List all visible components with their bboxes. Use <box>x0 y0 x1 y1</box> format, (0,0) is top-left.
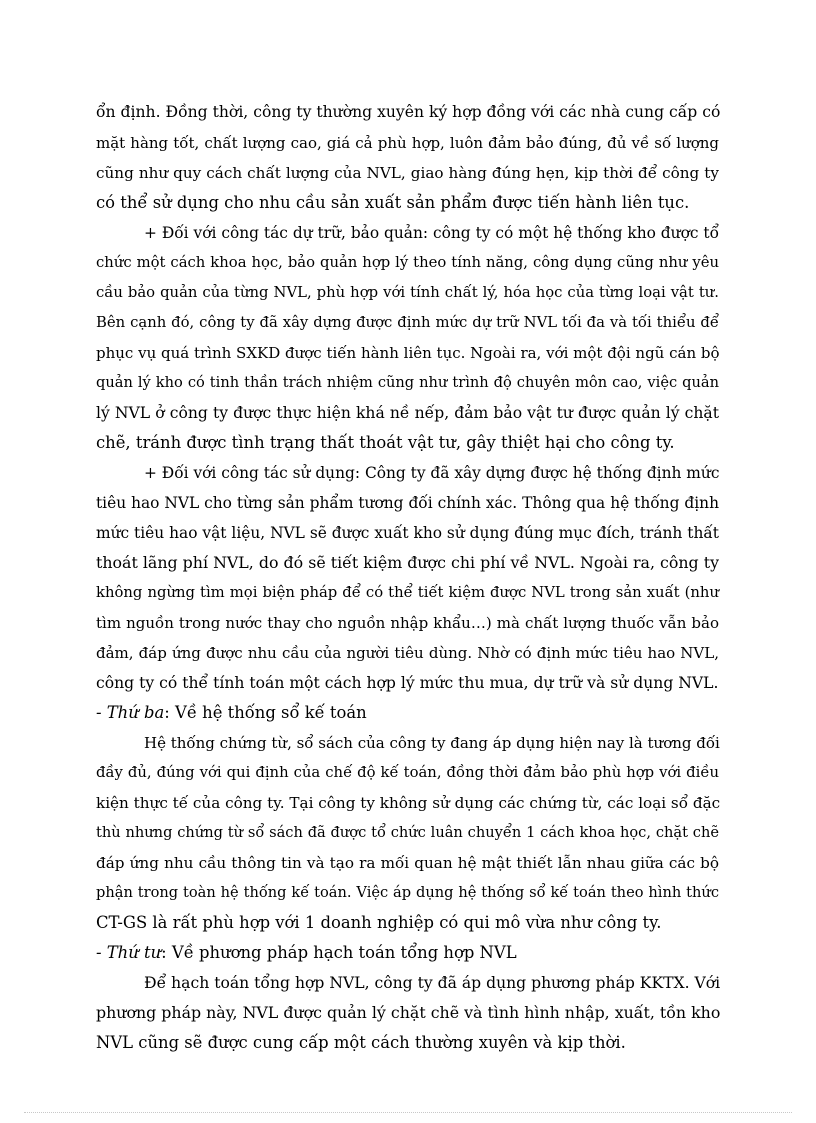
heading-text: : Về phương pháp hạch toán tổng hợp NVL <box>161 943 517 962</box>
heading-label: - Thứ tư <box>96 943 162 962</box>
text-line: đáp ứng nhu cầu thông tin và tạo ra mối quan hệ mật thiết lẫn nhau giữa các bộ <box>96 854 719 872</box>
text-line: + Đối với công tác dự trữ, bảo quản: công ty có một hệ thống kho được tổ <box>144 224 719 242</box>
heading-label: - Thứ ba <box>96 703 165 722</box>
text-line: thoát lãng phí NVL, do đó sẽ tiết kiệm được chi phí về NVL. Ngoài ra, công ty <box>96 553 719 572</box>
text-line: cầu bảo quản của từng NVL, phù hợp với tính chất lý, hóa học của từng loại vật tư. <box>96 284 719 301</box>
text-line: phương pháp này, NVL được quản lý chặt chẽ và tình hình nhập, xuất, tồn kho <box>96 1003 721 1022</box>
text-line: + Đối với công tác sử dụng: Công ty đã xây dựng được hệ thống định mức <box>144 464 720 482</box>
text-line: NVL cũng sẽ được cung cấp một cách thường xuyên và kịp thời. <box>96 1033 626 1052</box>
text-line: kiện thực tế của công ty. Tại công ty không sử dụng các chứng từ, các loại sổ đặc <box>96 794 721 812</box>
text-line: tìm nguồn trong nước thay cho nguồn nhập khẩu…) mà chất lượng thuốc vẫn bảo <box>96 614 719 632</box>
page-bottom-divider <box>24 1112 792 1113</box>
text-line: lý NVL ở công ty được thực hiện khá nề nếp, đảm bảo vật tư được quản lý chặt <box>96 404 719 422</box>
text-line: tiêu hao NVL cho từng sản phẩm tương đối chính xác. Thông qua hệ thống định <box>96 494 719 512</box>
text-line: Để hạch toán tổng hợp NVL, công ty đã áp dụng phương pháp KKTX. Với <box>144 974 721 992</box>
text-line: CT-GS là rất phù hợp với 1 doanh nghiệp có qui mô vừa như công ty. <box>96 913 662 932</box>
text-line: cũng như quy cách chất lượng của NVL, giao hàng đúng hẹn, kịp thời để công ty <box>96 164 719 182</box>
text-line: công ty có thể tính toán một cách hợp lý mức thu mua, dự trữ và sử dụng NVL. <box>96 674 719 692</box>
text-line: mặt hàng tốt, chất lượng cao, giá cả phù hợp, luôn đảm bảo đúng, đủ về số lượng <box>96 134 719 152</box>
text-line: Bên cạnh đó, công ty đã xây dựng được định mức dự trữ NVL tối đa và tối thiểu để <box>96 314 719 331</box>
text-line: chẽ, tránh được tình trạng thất thoát vật tư, gây thiệt hại cho công ty. <box>96 433 675 452</box>
text-line: Hệ thống chứng từ, sổ sách của công ty đang áp dụng hiện nay là tương đối <box>144 734 720 752</box>
text-line: đảm, đáp ứng được nhu cầu của người tiêu dùng. Nhờ có định mức tiêu hao NVL, <box>96 644 719 662</box>
text-line: mức tiêu hao vật liệu, NVL sẽ được xuất kho sử dụng đúng mục đích, tránh thất <box>96 524 719 542</box>
section-heading-fourth <box>96 938 719 968</box>
text-line: thù nhưng chứng từ sổ sách đã được tổ chức luân chuyển 1 cách khoa học, chặt chẽ <box>96 824 719 841</box>
text-line: phục vụ quá trình SXKD được tiến hành liên tục. Ngoài ra, với một đội ngũ cán bộ <box>96 344 720 362</box>
text-line: chức một cách khoa học, bảo quản hợp lý theo tính năng, công dụng cũng như yêu <box>96 254 719 271</box>
text-line: quản lý kho có tinh thần trách nhiệm cũng như trình độ chuyên môn cao, việc quản <box>96 374 719 391</box>
section-heading-third <box>96 698 719 728</box>
text-line: đầy đủ, đúng với qui định của chế độ kế toán, đồng thời đảm bảo phù hợp với điều <box>96 764 719 781</box>
heading-text: : Về hệ thống sổ kế toán <box>164 703 367 722</box>
text-line: không ngừng tìm mọi biện pháp để có thể tiết kiệm được NVL trong sản xuất (như <box>96 584 719 601</box>
text-line: phận trong toàn hệ thống kế toán. Việc áp dụng hệ thống sổ kế toán theo hình thức <box>96 884 719 901</box>
text-line: có thể sử dụng cho nhu cầu sản xuất sản phẩm được tiến hành liên tục. <box>96 193 690 212</box>
text-line: ổn định. Đồng thời, công ty thường xuyên ký hợp đồng với các nhà cung cấp có <box>96 103 721 121</box>
